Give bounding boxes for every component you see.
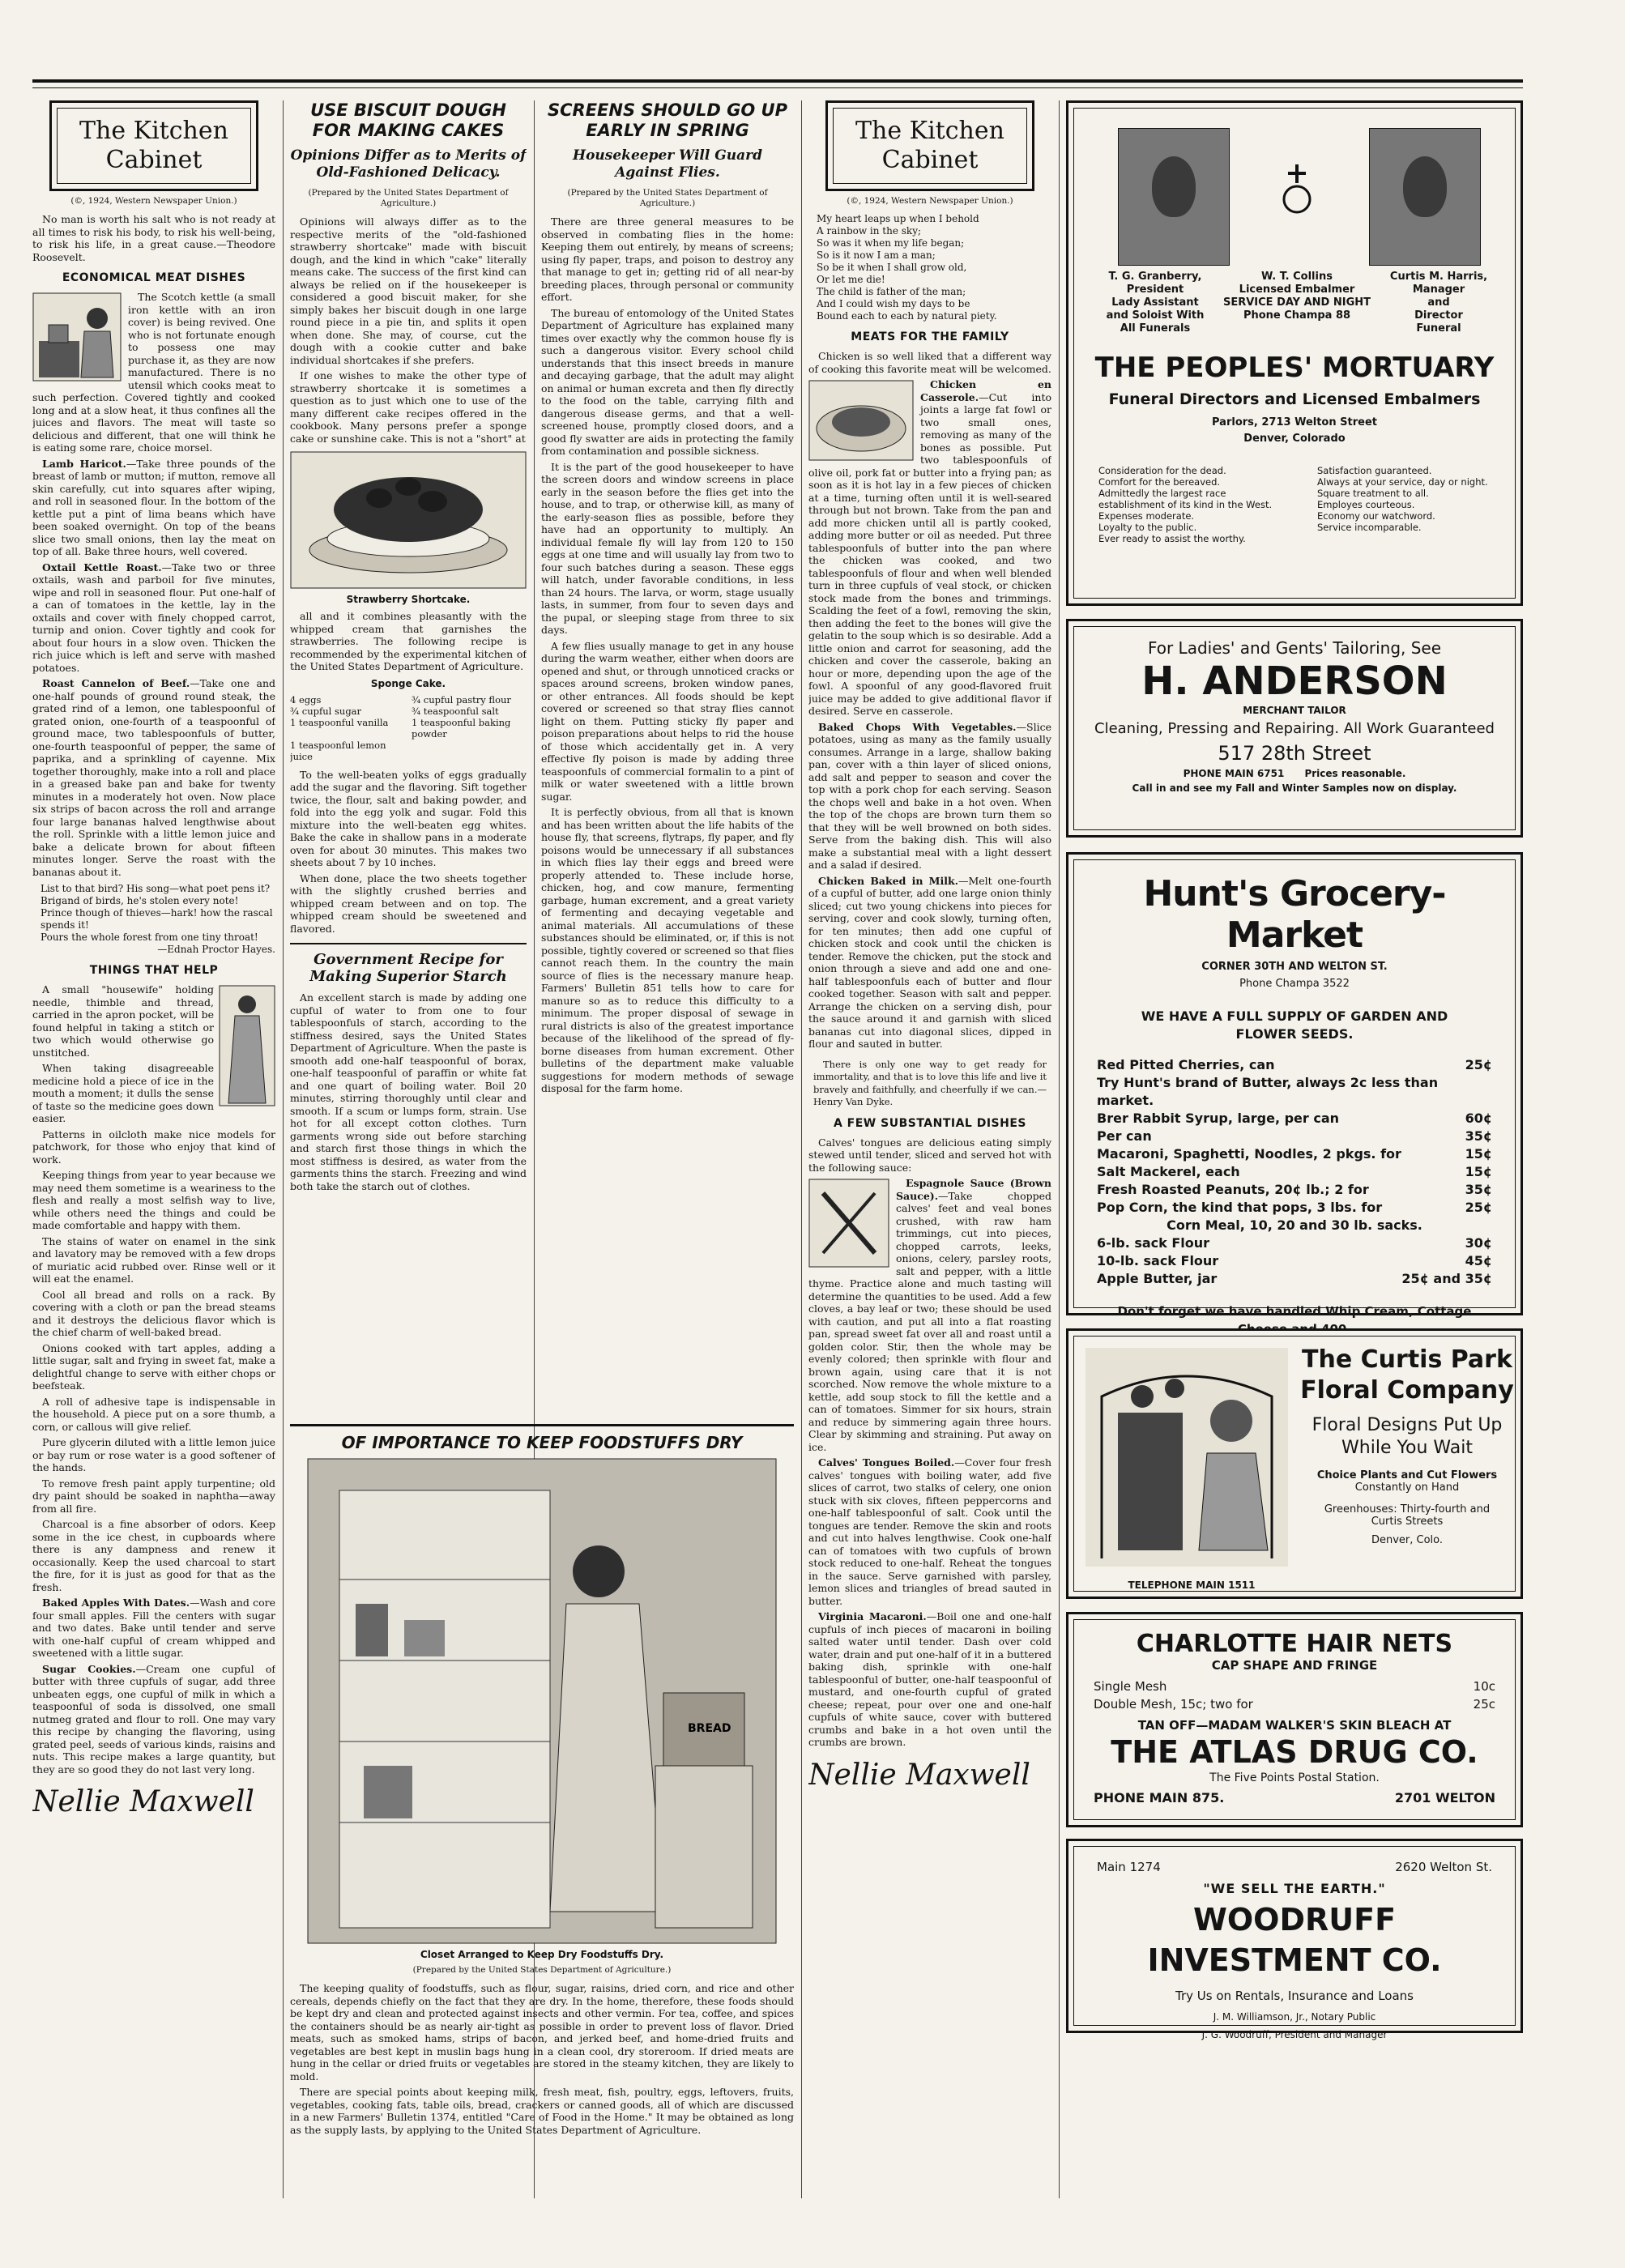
poem-line: So is it now I am a man; bbox=[817, 249, 936, 261]
contact-row bbox=[1094, 1789, 1495, 1807]
item-label: Try Hunt's brand of Butter, always 2c less than market. bbox=[1097, 1075, 1439, 1108]
poem-line: So was it when my life began; bbox=[817, 237, 965, 249]
poem-line: Brigand of birds, he's stolen every note! bbox=[41, 895, 239, 906]
ad-line: WE HAVE A FULL SUPPLY OF GARDEN AND FLOWER SEEDS. bbox=[1141, 1008, 1448, 1042]
column-biscuit-dough bbox=[290, 100, 527, 1408]
paragraph: The bureau of entomology of the United States Department of Agriculture has explained many times over exactly why the common house fly is such a dangerous visitor. Every school child understands that this insect breeds in manure and decaying garbage, that the adult may alight on animal or human excreta and then fly directly to the food on the table, carrying filth and dangerous disease germs, and that a well-screened house, promptly closed doors, and a good fly swatter are aids in protecting the family from contamination and possible sickness. bbox=[541, 306, 794, 457]
paragraph: The stains of water on enamel in the sink and lavatory may be removed with a few drops of muriatic acid rubbed over. Rinse well or it will eat the enamel. bbox=[32, 1234, 275, 1285]
item-label: Per can bbox=[1097, 1128, 1152, 1144]
column-rule bbox=[1059, 100, 1060, 2198]
credit: (Prepared by the United States Department of Agriculture.) bbox=[412, 1965, 672, 1975]
paragraph: Chicken is so well liked that a different way of cooking this favorite meat will be welcomed. bbox=[808, 350, 1051, 375]
article-headline: Government Recipe for Making Superior Starch bbox=[290, 943, 527, 985]
column-rule bbox=[283, 100, 284, 2198]
phone: TELEPHONE MAIN 1511 bbox=[1128, 1580, 1256, 1591]
business-name: WOODRUFF INVESTMENT CO. bbox=[1147, 1902, 1442, 1978]
recipe-cannelon bbox=[32, 677, 275, 878]
ad-line: J. M. Williamson, Jr., Notary Public bbox=[1213, 2011, 1376, 2023]
staff-name: T. G. Granberry, bbox=[1108, 271, 1202, 283]
recipe-text: —Take two or three oxtails, wash and parboil for five minutes, wipe and roll in seasoned flour. Put one-half of a can of tomatoes in the kettle, lay in the oxtails and cover with finely chopped carrot, turnip and onion. Cover tightly and cook for about four hours in a slow oven. Thicken the rich juice which is left and serve with mashed potatoes. bbox=[32, 561, 275, 674]
item-label: 6-lb. sack Flour bbox=[1097, 1235, 1210, 1251]
middle-staff bbox=[1220, 271, 1374, 322]
poem-author: —Ednah Proctor Hayes. bbox=[157, 944, 275, 955]
item-label: Pop Corn, the kind that pops, 3 lbs. for bbox=[1097, 1200, 1383, 1215]
service-hours: SERVICE DAY AND NIGHT bbox=[1222, 296, 1371, 309]
ad-line: TAN OFF—MADAM WALKER'S SKIN BLEACH AT bbox=[1137, 1718, 1452, 1733]
recipe-text: —Boil one and one-half cupfuls of inch pieces of macaroni in boiling salted water until tender. Dash over cold water, drain and put one-half of it in a buttered baking dish, sprinkle with one-half tablespoonful of butter, one-half teaspoonful of mustard, and one-fourth cupful of grated cheese; repeat, pour over one and one-half cupfuls of white sauce, cover with buttered crumbs and bake in a hot oven until the crumbs are brown. bbox=[808, 1610, 1051, 1748]
article-deck: Housekeeper Will Guard Against Flies. bbox=[573, 147, 762, 181]
staff-title: Manager bbox=[1412, 284, 1465, 296]
item-price: 15¢ bbox=[1465, 1146, 1492, 1162]
promise-line: Economy our watchword. bbox=[1317, 510, 1435, 522]
business-name: H. ANDERSON bbox=[1141, 659, 1448, 704]
quote: No man is worth his salt who is not ready at all times to risk his body, to risk his well-being, to risk his life, in a great cause.—Theodore Roosevelt. bbox=[32, 213, 275, 263]
ingredient: 4 eggs bbox=[290, 693, 322, 706]
item-price: 25¢ bbox=[1465, 1200, 1492, 1215]
bread-box-label: BREAD bbox=[688, 1722, 731, 1735]
ad-h-anderson bbox=[1066, 619, 1523, 838]
item-label: 10-lb. sack Flour bbox=[1097, 1253, 1219, 1268]
staff-title: Funeral bbox=[1416, 322, 1461, 335]
address: 517 28th Street bbox=[1218, 742, 1371, 765]
business-name: The Curtis Park bbox=[1302, 1345, 1512, 1374]
promise-line: Satisfaction guaranteed. bbox=[1317, 465, 1432, 476]
price-row bbox=[1097, 1181, 1492, 1199]
paragraph: Keeping things from year to year because we may need them sometime is a weariness to the flesh and really a most selfish way to live, while others need the things and could be made comfortable and happy with them. bbox=[32, 1169, 275, 1231]
slogan: "WE SELL THE EARTH." bbox=[1203, 1881, 1386, 1896]
kitchen-cabinet-logo bbox=[49, 100, 258, 191]
price-row bbox=[1097, 1217, 1492, 1234]
paragraph: There are three general measures to be observed in combating flies in the home: Keeping them out entirely, by means of screens; using fly paper, traps, and poison to destroy any that manage to get in; getting rid of all near-by breeding places, through personal or community effort. bbox=[541, 215, 794, 303]
recipe-title: Sugar Cookies. bbox=[42, 1662, 136, 1675]
recipe-lamb bbox=[32, 458, 275, 558]
image-caption: Closet Arranged to Keep Dry Foodstuffs Dry. bbox=[420, 1949, 664, 1960]
section-heading: THINGS THAT HELP bbox=[89, 964, 219, 977]
promise-line: Square treatment to all. bbox=[1317, 488, 1429, 499]
item-label: Macaroni, Spaghetti, Noodles, 2 pkgs. for bbox=[1097, 1146, 1401, 1162]
price-row bbox=[1097, 1252, 1492, 1270]
poem-line: So be it when I shall grow old, bbox=[817, 262, 967, 273]
item-price: 10c bbox=[1473, 1679, 1495, 1694]
recipe-title: Oxtail Kettle Roast. bbox=[42, 561, 162, 573]
item-label: Corn Meal, 10, 20 and 30 lb. sacks. bbox=[1167, 1217, 1422, 1233]
recipe-text: —Take three pounds of the breast of lamb or mutton; if mutton, remove all skin carefully, cut into squares after wiping, and roll in seasoned flour. In the bottom of the kettle put a pint of lima beans which have been soaked overnight. On top of the beans slice two small onions, then lay the meat on top of all. Bake three hours, well covered. bbox=[32, 457, 275, 557]
item-price: 25¢ and 35¢ bbox=[1401, 1271, 1492, 1286]
staff-title: and Soloist With bbox=[1106, 309, 1205, 322]
recipe-title: Roast Cannelon of Beef. bbox=[42, 677, 190, 689]
knife-fork-illustration bbox=[808, 1179, 889, 1268]
newspaper-page bbox=[32, 65, 1523, 2203]
poem-line: My heart leaps up when I behold bbox=[817, 213, 979, 224]
mortuary-promises-left bbox=[1098, 465, 1293, 544]
item-label: Fresh Roasted Peanuts, 20¢ lb.; 2 for bbox=[1097, 1182, 1369, 1197]
business-title: MERCHANT TAILOR bbox=[1243, 705, 1346, 716]
mortuary-promises-right bbox=[1317, 465, 1495, 533]
phone: Phone Champa 3522 bbox=[1239, 978, 1350, 990]
closet-photo bbox=[307, 1458, 777, 1944]
portrait-photo bbox=[1118, 128, 1230, 266]
poem-line: Pours the whole forest from one tiny throat! bbox=[41, 932, 258, 943]
recipe-oxtail bbox=[32, 561, 275, 675]
staff-title: Lady Assistant bbox=[1111, 296, 1199, 309]
ad-line: Curtis Streets bbox=[1371, 1516, 1444, 1528]
paragraph: A roll of adhesive tape is indispensable in the household. A piece put on a sore thumb, a corn, or callous will give relief. bbox=[32, 1395, 275, 1433]
item-label: Red Pitted Cherries, can bbox=[1097, 1057, 1275, 1072]
article-headline: SCREENS SHOULD GO UP EARLY IN SPRING bbox=[548, 100, 787, 140]
phone: Main 1274 bbox=[1097, 1860, 1161, 1874]
article-headline: USE BISCUIT DOUGH FOR MAKING CAKES bbox=[310, 100, 506, 140]
ingredient: 1 teaspoonful baking powder bbox=[412, 716, 511, 740]
recipe-tongues bbox=[808, 1456, 1051, 1607]
ad-line: J. G. Woodruff, President and Manager bbox=[1201, 2029, 1388, 2040]
ingredient: ¾ teaspoonful salt bbox=[412, 705, 499, 717]
paragraph: Pure glycerin diluted with a little lemon juice or bay rum or rose water is a good softener of the hands. bbox=[32, 1436, 275, 1473]
credit: (Prepared by the United States Department of Agriculture.) bbox=[567, 188, 768, 208]
address: Parlors, 2713 Welton Street bbox=[1212, 416, 1377, 428]
poem-line: A rainbow in the sky; bbox=[817, 225, 922, 237]
recipe-macaroni bbox=[808, 1610, 1051, 1749]
poem-line: List to that bird? His song—what poet pens it? bbox=[41, 883, 271, 894]
section-heading: ECONOMICAL MEAT DISHES bbox=[62, 271, 246, 284]
column-rule bbox=[801, 100, 802, 2198]
paragraph: Onions cooked with tart apples, adding a little sugar, salt and frying in sweet fat, make a delightful change to serve with either chops or beefsteak. bbox=[32, 1341, 275, 1392]
business-name: Hunt's Grocery-Market bbox=[1143, 873, 1446, 956]
phone-row bbox=[1074, 768, 1515, 779]
woman-sewing-illustration bbox=[219, 985, 275, 1106]
article-foodstuffs bbox=[290, 1424, 794, 2210]
credit: (Prepared by the United States Department of Agriculture.) bbox=[308, 188, 509, 208]
paragraph: To remove fresh paint apply turpentine; old dry paint should be soaked in naphtha—away from all fire. bbox=[32, 1477, 275, 1515]
kitchen-cabinet-logo bbox=[825, 100, 1034, 191]
paragraph: Patterns in oilcloth make nice models for patchwork, for those who enjoy that kind of work. bbox=[32, 1128, 275, 1166]
recipe-text: —Melt one-fourth of a cupful of butter, add one large onion thinly sliced; cut two young chickens into pieces for serving, cover and cook slowly, turning often, for ten minutes; then add one cupful of chicken stock and cook until the chicken is tender. Remove the chicken, put the stock and onion through a sieve and add one and one-half tablespoonfuls each of butter and flour cooked together. Season with salt and pepper. Arrange the chicken on a serving dish, pour the sauce around it and garnish with sliced bananas cut into diagonal slices, dipped in flour and sauted in butter. bbox=[808, 874, 1051, 1050]
article-deck: Opinions Differ as to Merits of Old-Fashioned Delicacy. bbox=[290, 147, 527, 181]
city: Denver, Colo. bbox=[1371, 1534, 1444, 1546]
paragraph: To the well-beaten yolks of eggs gradually add the sugar and the flavoring. Sift together twice, the flour, salt and baking powder, and fold into the egg yolk and sugar. Fold this mixture into the well-beaten egg whites. Bake the cake in shallow pans in a moderate oven for about 30 minutes. This makes two sheets about 7 by 10 inches. bbox=[290, 768, 527, 868]
paragraph: It is perfectly obvious, from all that is known and has been written about the life habits of the house fly, that screens, flytraps, fly paper, and fly poisons would be unnecessary if all substances in which flies lay their eggs and breed were properly attended to. These include horse, chicken, hog, and cow manure, fermenting garbage, human excrement, and a great variety of fermenting and decaying vegetable and animal materials. All accumulations of these substances should be eliminated, or, if this is not possible, tightly covered or screened so that flies cannot reach them. In the country the main source of flies is the necessary manure heap. Farmers' Bulletin 851 tells how to care for manure so as to reduce this difficulty to a minimum. The proper disposal of sewage in rural districts is also of the greatest importance because of the likelihood of the spread of fly-borne diseases from human excrement. Other bulletins of the department make valuable suggestions for modern methods of sewage disposal for the farm home. bbox=[541, 806, 794, 1094]
recipe-text: —Take one and one-half pounds of ground round steak, the grated rind of a lemon, one tablespoonful of grated onion, one-fourth of a teaspoonful of ground mace, two tablespoonfuls of butter, one-fourth teaspoonful of pepper, the same of paprika, and a sprinkling of cayenne. Mix together thoroughly, make into a roll and place in a greased bake pan and bake for twenty minutes in a moderately hot oven. Now place six strips of bacon across the roll and arrange four large bananas halved lengthwise about the roll. Sprinkle with a little lemon juice and bake a delicate brown for about fifteen minutes longer. Serve the roast with the bananas about it. bbox=[32, 677, 275, 878]
promise-line: Comfort for the bereaved. bbox=[1098, 476, 1221, 488]
ad-line: Greenhouses: Thirty-fourth and bbox=[1324, 1503, 1491, 1516]
ingredient: ¾ cupful sugar bbox=[290, 705, 362, 717]
price-row bbox=[1097, 1128, 1492, 1145]
paragraph: Opinions will always differ as to the respective merits of the "old-fashioned strawberry shortcake" made with biscuit dough, and the kind in which "cake" literally means cake. The success of the first kind can always be relied on if the housekeeper is considered a good biscuit maker, for she simply bakes her biscuit dough in one large round piece in a pie tin, and splits it open when done. She may, of course, cut the dough with a cookie cutter and bake individual shortcakes if she prefers. bbox=[290, 215, 527, 366]
staff-name: W. T. Collins bbox=[1261, 271, 1333, 283]
contact-row bbox=[1097, 1858, 1492, 1876]
section-heading: A FEW SUBSTANTIAL DISHES bbox=[833, 1116, 1027, 1130]
item-price: 60¢ bbox=[1465, 1111, 1492, 1126]
ad-line: For Ladies' and Gents' Tailoring, See bbox=[1147, 638, 1442, 658]
prices-note: Prices reasonable. bbox=[1304, 768, 1406, 779]
strawberry-shortcake-illustration bbox=[290, 451, 527, 589]
recipe-title: Chicken Baked in Milk. bbox=[818, 874, 958, 887]
staff-title: President bbox=[1126, 284, 1184, 296]
recipe-title: Calves' Tongues Boiled. bbox=[818, 1456, 955, 1469]
ad-peoples-mortuary bbox=[1066, 100, 1523, 606]
poem-line: The child is father of the man; bbox=[817, 286, 966, 297]
portrait-photo bbox=[1369, 128, 1481, 266]
item-label: Apple Butter, jar bbox=[1097, 1271, 1218, 1286]
paragraph: A few flies usually manage to get in any house during the warm weather, either when doors are opened and shut, or through unnoticed cracks or spaces around screens, broken window panes, or other entrances. All foods should be kept covered or screened so that stray flies cannot light on them. Putting sticky fly paper and poison preparations about helps to rid the house of those which accidentally get in. A very effective fly poison is made by adding three teaspoonfuls of commercial formalin to a pint of milk or water sweetened with a little brown sugar. bbox=[541, 639, 794, 803]
item-label: Double Mesh, 15c; two for bbox=[1094, 1697, 1253, 1712]
recipe-apples bbox=[32, 1597, 275, 1660]
item-price: 45¢ bbox=[1465, 1253, 1492, 1268]
ingredient: 1 teaspoonful vanilla bbox=[290, 716, 389, 728]
paragraph: It is the part of the good housekeeper to have the screen doors and window screens in place early in the season before the flies get into the house, and to trap, or otherwise kill, as many of the early-season flies as possible, before they have had an opportunity to multiply. An individual female fly will lay from 120 to 150 eggs at one time and will usually lay from two to four such batches during a season. These eggs will hatch, under favorable conditions, in less than 24 hours. The larva, or worm, stage usually lasts, in summer, from four to seven days and the pupal, or sleeping stage from three to six days. bbox=[541, 460, 794, 636]
ingredients-list bbox=[290, 694, 527, 762]
ad-line: Don't forget we have handled Whip Cream, Cottage bbox=[1117, 1304, 1472, 1319]
address: 2701 WELTON bbox=[1394, 1790, 1495, 1805]
image-caption: Strawberry Shortcake. bbox=[346, 594, 471, 605]
ad-atlas-drug bbox=[1066, 1612, 1523, 1827]
paragraph: all and it combines pleasantly with the whipped cream that garnishes the strawberries. The following recipe is recommended by the experimental kitchen of the United States Department of Agriculture. bbox=[290, 610, 527, 672]
recipe-text: —Cream one cupful of butter with three cupfuls of sugar, add three unbeaten eggs, one cupful of milk in which a teaspoonful of soda is dissolved, one small nutmeg grated and flour to roll. One may vary this recipe by changing the flavoring, using grated peel, seeds of various kinds, raisins and nuts. This recipe makes a large quantity, but they are so good they do not last very long. bbox=[32, 1662, 275, 1776]
recipe-title: Baked Apples With Dates. bbox=[42, 1597, 190, 1609]
ad-hunts-grocery bbox=[1066, 852, 1523, 1319]
column-kitchen-cabinet bbox=[32, 100, 275, 2206]
recipe-title: Espagnole Sauce (Brown Sauce). bbox=[896, 1177, 1051, 1202]
business-name: THE PEOPLES' MORTUARY bbox=[1094, 352, 1495, 384]
ad-line: Floral Designs Put Up bbox=[1312, 1415, 1503, 1435]
column-screens bbox=[541, 100, 794, 1408]
paragraph: If one wishes to make the other type of strawberry shortcake it is sometimes a question as to just which one to use of the many different cake recipes offered in the cookbook. Many persons prefer a sponge cake or sunshine cake. This is not a "short" at bbox=[290, 369, 527, 445]
price-row bbox=[1097, 1199, 1492, 1217]
business-name: THE ATLAS DRUG CO. bbox=[1111, 1734, 1478, 1770]
credit: (©, 1924, Western Newspaper Union.) bbox=[847, 196, 1013, 206]
poem-line: And I could wish my days to be bbox=[817, 298, 970, 309]
recipe-text: —Wash and core four small apples. Fill the centers with sugar and two dates. Bake until tender and serve with one-half cupful of cream whipped and sweetened with a little sugar. bbox=[32, 1597, 275, 1659]
staff-name: Curtis M. Harris, bbox=[1389, 271, 1488, 283]
section-heading: MEATS FOR THE FAMILY bbox=[851, 330, 1009, 343]
promise-line: Always at your service, day or night. bbox=[1317, 476, 1488, 488]
phone: PHONE MAIN 875. bbox=[1094, 1790, 1225, 1805]
phone: Phone Champa 88 bbox=[1243, 309, 1351, 322]
item-label: Brer Rabbit Syrup, large, per can bbox=[1097, 1111, 1340, 1126]
recipe-title: Lamb Haricot. bbox=[42, 457, 126, 470]
signature: Nellie Maxwell bbox=[32, 1785, 254, 1818]
price-row bbox=[1097, 1110, 1492, 1128]
price-row bbox=[1097, 1163, 1492, 1181]
kitchen-cabinet-title: The Kitchen Cabinet bbox=[57, 108, 251, 184]
business-tagline: Funeral Directors and Licensed Embalmers bbox=[1108, 390, 1481, 408]
ad-line: Call in and see my Fall and Winter Samples now on display. bbox=[1132, 782, 1457, 794]
ad-curtis-park-floral bbox=[1066, 1328, 1523, 1599]
credit: (©, 1924, Western Newspaper Union.) bbox=[70, 196, 237, 206]
staff-title: Director bbox=[1414, 309, 1463, 322]
promise-line: Employes courteous. bbox=[1317, 499, 1415, 510]
poem-line: Bound each to each by natural piety. bbox=[817, 310, 997, 322]
ad-line: CAP SHAPE AND FRINGE bbox=[1211, 1658, 1378, 1673]
recipe-text: —Take chopped calves' feet and veal bones crushed, with raw ham trimmings, cut into pieces, chopped carrots, leeks, onions, celery, parsley roots, salt and pepper, with a little thyme. Practice alone and much tasting will determine the quantities to be used. Add a few cloves, a bay leaf or two; these should be used with caution, and put all into a flat roasting pan, spread sweet fat over all and roast until a golden color. Stir, then the whole may be evenly colored; then sprinkle with flour and brown again, using care that it is not scorched. Now remove the whole mixture to a kettle, add soup stock to fill the kettle and a can of tomatoes. Simmer for six hours, strain and reduce by simmering again three hours. Clear by skimming and straining. Put away on ice. bbox=[808, 1189, 1051, 1453]
price-row bbox=[1097, 1056, 1492, 1074]
item-label: Single Mesh bbox=[1094, 1679, 1167, 1694]
emblem-icon bbox=[1277, 160, 1317, 217]
address: 2620 Welton St. bbox=[1395, 1860, 1492, 1874]
signature: Nellie Maxwell bbox=[808, 1758, 1030, 1792]
staff-title: Licensed Embalmer bbox=[1239, 284, 1355, 296]
paragraph: Cool all bread and rolls on a rack. By covering with a cloth or pan the bread steams and it destroys the delicious flavor which is the chief charm of well-baked bread. bbox=[32, 1288, 275, 1338]
item-price: 25c bbox=[1473, 1697, 1495, 1712]
ad-line: Try Us on Rentals, Insurance and Loans bbox=[1175, 1989, 1414, 2003]
article-headline: OF IMPORTANCE TO KEEP FOODSTUFFS DRY bbox=[341, 1433, 743, 1452]
quote: There is only one way to get ready for immortality, and that is to love this life and live it bravely and faithfully, and cheerfully if we can.—Henry Van Dyke. bbox=[813, 1058, 1047, 1107]
poem-line: Or let me die! bbox=[817, 274, 885, 285]
recipe-text: —Slice potatoes, using as many as the family usually consumes. Arrange in a large, shallow baking pan, cover with a thin layer of sliced onions, add salt and pepper to season and cover the top with a pork chop for each serving. Season the chops well and bake in a hot oven. When the top of the chops are brown turn them so that they will be well browned on both sides. Serve from the baking dish. This will also make a substantial meal with a light dessert and a salad if desired. bbox=[808, 720, 1051, 871]
column-advertisements bbox=[1066, 100, 1523, 2206]
item-label: Salt Mackerel, each bbox=[1097, 1164, 1240, 1179]
ad-line: Choice Plants and Cut Flowers bbox=[1316, 1469, 1498, 1481]
paragraph: The keeping quality of foodstuffs, such as flour, sugar, raisins, dried corn, and rice and other cereals, depends chiefly on the fact that they are dry. In the home, therefore, these foods should be kept dry and clean and protected against insects and other vermin. For tea, coffee, and spices the containers should be as nearly air-tight as possible in order to prevent loss of flavor. Dried meats, such as smoked hams, strips of bacon, and jerked beef, and home-dried fruits and vegetables are best kept in muslin bags hung in a clean cool, dry storeroom. If dried meats are hung in the cellar or dried fruits or vegetables are stored in the steamy kitchen, they are likely to mold. bbox=[290, 1982, 794, 2083]
phone: PHONE MAIN 6751 bbox=[1183, 768, 1285, 779]
chicken-dish-illustration bbox=[808, 380, 914, 461]
top-rule bbox=[32, 79, 1523, 88]
promise-line: Admittedly the largest race establishment of its kind in the West. bbox=[1098, 488, 1273, 510]
recipe-title: Sponge Cake. bbox=[370, 677, 446, 689]
address: CORNER 30TH AND WELTON ST. bbox=[1201, 961, 1388, 973]
kitchen-cabinet-title: The Kitchen Cabinet bbox=[833, 108, 1027, 184]
paragraph: The Scotch kettle (a small iron kettle with an iron cover) is being revived. One who is not fortunate enough to possess one may purchase it, as they are now manufactured. There is no utensil which cooks meat to such perfection. Covered tightly and cooked long and at a slow heat, it thus confines all the juices and flavors. The meat will taste so delicious and different, that one will think he is eating some rare, choice morsel. bbox=[32, 291, 275, 454]
poem bbox=[817, 213, 1051, 322]
price-row bbox=[1094, 1678, 1495, 1695]
poem-line: Prince though of thieves—hark! how the rascal spends it! bbox=[41, 907, 273, 931]
paragraph: When done, place the two sheets together with the slightly crushed berries and whipped cream between and on top. The whipped cream should be sweetened and flavored. bbox=[290, 872, 527, 935]
poem bbox=[41, 883, 275, 956]
ad-line: While You Wait bbox=[1341, 1438, 1473, 1458]
item-price: 35¢ bbox=[1465, 1128, 1492, 1144]
price-row bbox=[1097, 1234, 1492, 1252]
promise-line: Service incomparable. bbox=[1317, 522, 1422, 533]
business-name: Floral Company bbox=[1300, 1376, 1514, 1405]
paragraph: There are special points about keeping milk, fresh meat, fish, poultry, eggs, leftovers, fruits, vegetables, cooking fats, table oils, bread, crackers or canned goods, all of which are discussed in a new Farmers' Bulletin 1374, entitled "Care of Food in the Home." It may be obtained as long as the supply lasts, by applying to the United States Department of Agriculture. bbox=[290, 2086, 794, 2136]
item-price: 25¢ bbox=[1465, 1057, 1492, 1072]
promise-line: Expenses moderate. bbox=[1098, 510, 1195, 522]
recipe-cookies bbox=[32, 1663, 275, 1776]
recipe-title: Baked Chops With Vegetables. bbox=[818, 720, 1017, 733]
price-row bbox=[1097, 1270, 1492, 1288]
recipe-title: Chicken en Casserole. bbox=[920, 378, 1051, 403]
recipe-title: Virginia Macaroni. bbox=[818, 1610, 927, 1622]
item-price: 15¢ bbox=[1465, 1164, 1492, 1179]
left-staff bbox=[1082, 271, 1228, 335]
business-headline: CHARLOTTE HAIR NETS bbox=[1136, 1630, 1453, 1658]
paragraph: When taking disagreeable medicine hold a piece of ice in the mouth a moment; it dulls the sense of taste so the medicine goes down easier. bbox=[32, 1062, 214, 1124]
recipe-chops bbox=[808, 721, 1051, 872]
price-row bbox=[1097, 1145, 1492, 1163]
floral-text bbox=[1298, 1345, 1516, 1546]
ad-line: The Five Points Postal Station. bbox=[1209, 1771, 1380, 1784]
recipe-text: —Cover four fresh calves' tongues with boiling water, add five slices of carrot, two stalks of celery, one onion stuck with six cloves, fifteen peppercorns and one-half tablespoonful of salt. Cook until the tongues are tender. Remove the skin and roots and cut into halves lengthwise. Cook one-half can of tomatoes with two cupfuls of brown stock reduced to one-half. Reheat the tongues in the sauce. Serve garnished with parsley, lemon slices and triangles of bread sauted in butter. bbox=[808, 1456, 1051, 1607]
ad-woodruff-investment bbox=[1066, 1839, 1523, 2040]
city: Denver, Colorado bbox=[1243, 433, 1346, 445]
item-price: 35¢ bbox=[1465, 1182, 1492, 1197]
right-staff bbox=[1366, 271, 1512, 335]
promise-line: Loyalty to the public. bbox=[1098, 522, 1197, 533]
woman-at-stove-illustration bbox=[32, 292, 122, 382]
ingredient: ¾ cupful pastry flour bbox=[412, 693, 511, 706]
promise-line: Ever ready to assist the worthy. bbox=[1098, 533, 1246, 544]
promise-line: Consideration for the dead. bbox=[1098, 465, 1226, 476]
recipe-chicken-milk bbox=[808, 875, 1051, 1051]
ad-line: Constantly on Hand bbox=[1354, 1481, 1460, 1494]
column-kitchen-cabinet-2 bbox=[808, 100, 1051, 2206]
recipe-text: —Cut into joints a large fat fowl or two small ones, removing as many of the bones as possible. Put two tablespoonfuls of olive oil, pork fat or butter into a frying pan; as soon as it is hot lay in a few pieces of chicken at a time, turning often until it is well-seared through but not brown. Take from the pan and add more chicken until all is partly cooked, adding more butter or oil as needed. Put three tablespoonfuls of butter into the pan where the chicken was cooked, and two tablespoonfuls of flour and when well blended turn in three cupfuls of veal stock, or chicken stock made from the bones and trimmings. Scalding the feet of a fowl, removing the skin, then adding the feet to the bones will give the gelatin to the soup which is so desirable. Add a little onion and carrot for seasoning, add the chicken and cover the casserole, baking an hour or more, depending upon the age of the fowl. A spoonful of any good-flavored fruit juice may be added to give additional flavor if desired. Serve en casserole. bbox=[808, 390, 1051, 717]
item-price: 30¢ bbox=[1465, 1235, 1492, 1251]
price-row bbox=[1097, 1074, 1492, 1110]
ingredient: 1 teaspoonful lemon juice bbox=[290, 739, 386, 762]
paragraph: An excellent starch is made by adding one cupful of water to from one to four tablespoonfuls of starch, according to the stiffness desired, says the United States Department of Agriculture. When the paste is smooth add one-half teaspoonful of borax, one-half teaspoonful of paraffin or white fat and one quart of boiling water. Boil 20 minutes, stirring thoroughly until clear and smooth. If a scum or lumps form, strain. Use hot for all except cotton clothes. Turn garments wrong side out before starching and starch first those things in which the most stiffness is desired, as water from the garments thins the starch. Freezing and wind both take the starch out of clothes. bbox=[290, 991, 527, 1192]
staff-title: All Funerals bbox=[1120, 322, 1191, 335]
paragraph: Calves' tongues are delicious eating simply stewed until tender, sliced and served hot with the following sauce: bbox=[808, 1136, 1051, 1174]
floral-illustration bbox=[1085, 1348, 1288, 1567]
price-row bbox=[1094, 1695, 1495, 1713]
paragraph: Charcoal is a fine absorber of odors. Keep some in the ice chest, in cupboards where there is any dampness and renew it occasionally. Keep the used charcoal to start the fire, for it is just as good for that as the fresh. bbox=[32, 1518, 275, 1593]
ad-line: Cleaning, Pressing and Repairing. All Work Guaranteed bbox=[1094, 720, 1495, 737]
paragraph: A small "housewife" holding needle, thimble and thread, carried in the apron pocket, will be found helpful in taking a stitch or two which would otherwise go unstitched. bbox=[32, 983, 214, 1059]
staff-title: and bbox=[1427, 296, 1450, 309]
